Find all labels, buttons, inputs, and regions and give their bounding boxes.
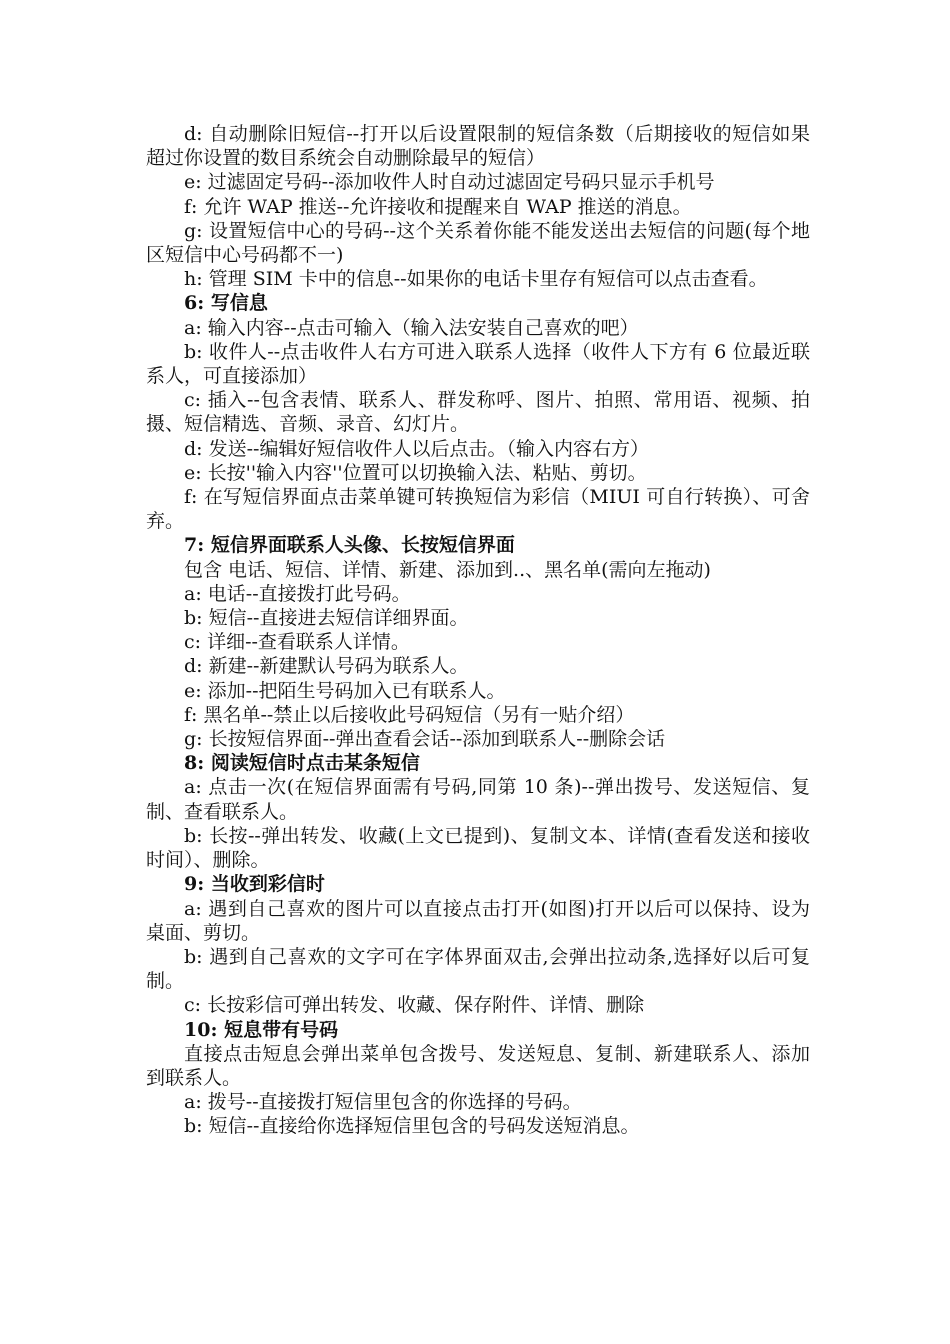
body-paragraph: a: 输入内容--点击可输入（输入法安装自己喜欢的吧） bbox=[184, 316, 639, 339]
section-heading: 7: 短信界面联系人头像、长按短信界面 bbox=[184, 534, 515, 557]
body-paragraph: e: 过滤固定号码--添加收件人时自动过滤固定号码只显示手机号 bbox=[184, 171, 715, 194]
body-paragraph: f: 在写短信界面点击菜单键可转换短信为彩信（MIUI 可自行转换）、可舍弃。 bbox=[146, 486, 810, 533]
body-paragraph: 直接点击短息会弹出菜单包含拨号、发送短息、复制、新建联系人、添加到联系人。 bbox=[146, 1042, 810, 1089]
section-heading: 10: 短息带有号码 bbox=[184, 1018, 339, 1041]
section-heading: 9: 当收到彩信时 bbox=[184, 873, 325, 896]
body-paragraph: b: 短信--直接给你选择短信里包含的号码发送短消息。 bbox=[184, 1115, 640, 1138]
body-paragraph: b: 收件人--点击收件人右方可进入联系人选择（收件人下方有 6 位最近联系人，可直接添加） bbox=[146, 340, 810, 388]
body-paragraph: b: 短信--直接进去短信详细界面。 bbox=[184, 607, 469, 630]
body-paragraph: a: 电话--直接拨打此号码。 bbox=[184, 582, 411, 605]
body-paragraph: g: 长按短信界面--弹出查看会话--添加到联系人--删除会话 bbox=[184, 728, 666, 751]
body-paragraph: c: 长按彩信可弹出转发、收藏、保存附件、详情、删除 bbox=[184, 994, 645, 1017]
body-paragraph: g: 设置短信中心的号码--这个关系着你能不能发送出去短信的问题(每个地区短信中心号码都不一) bbox=[146, 219, 810, 267]
section-heading: 8: 阅读短信时点击某条短信 bbox=[184, 752, 420, 775]
body-paragraph: d: 新建--新建默认号码为联系人。 bbox=[184, 655, 469, 678]
body-paragraph: a: 拨号--直接拨打短信里包含的你选择的号码。 bbox=[184, 1091, 582, 1114]
body-paragraph: c: 详细--查看联系人详情。 bbox=[184, 631, 410, 654]
body-paragraph: a: 点击一次(在短信界面需有号码,同第 10 条)--弹出拨号、发送短信、复制、查看联系人。 bbox=[146, 776, 810, 823]
section-heading: 6: 写信息 bbox=[184, 292, 268, 315]
body-paragraph: 包含 电话、短信、详情、新建、添加到..、黑名单(需向左拖动) bbox=[184, 558, 711, 581]
body-paragraph: e: 添加--把陌生号码加入已有联系人。 bbox=[184, 679, 506, 702]
body-paragraph: d: 自动删除旧短信--打开以后设置限制的短信条数（后期接收的短信如果超过你设置的数目系统会自动删除最早的短信） bbox=[146, 123, 810, 170]
body-paragraph: b: 长按--弹出转发、收藏(上文已提到)、复制文本、详情(查看发送和接收时间）、删除。 bbox=[146, 824, 810, 872]
body-paragraph: d: 发送--编辑好短信收件人以后点击。（输入内容右方） bbox=[184, 437, 649, 460]
document-body bbox=[146, 122, 810, 1139]
body-paragraph: h: 管理 SIM 卡中的信息--如果你的电话卡里存有短信可以点击查看。 bbox=[184, 268, 768, 291]
body-paragraph: b: 遇到自己喜欢的文字可在字体界面双击,会弹出拉动条,选择好以后可复制。 bbox=[146, 945, 810, 993]
body-paragraph: a: 遇到自己喜欢的图片可以直接点击打开(如图)打开以后可以保持、设为桌面、剪切。 bbox=[146, 897, 810, 944]
body-paragraph: f: 黑名单--禁止以后接收此号码短信（另有一贴介绍） bbox=[184, 703, 635, 726]
body-paragraph: f: 允许 WAP 推送--允许接收和提醒来自 WAP 推送的消息。 bbox=[184, 195, 692, 218]
body-paragraph: e: 长按''输入内容''位置可以切换输入法、粘贴、剪切。 bbox=[184, 461, 647, 484]
body-paragraph: c: 插入--包含表情、联系人、群发称呼、图片、拍照、常用语、视频、拍摄、短信精选、音频、录音、幻灯片。 bbox=[146, 389, 810, 436]
